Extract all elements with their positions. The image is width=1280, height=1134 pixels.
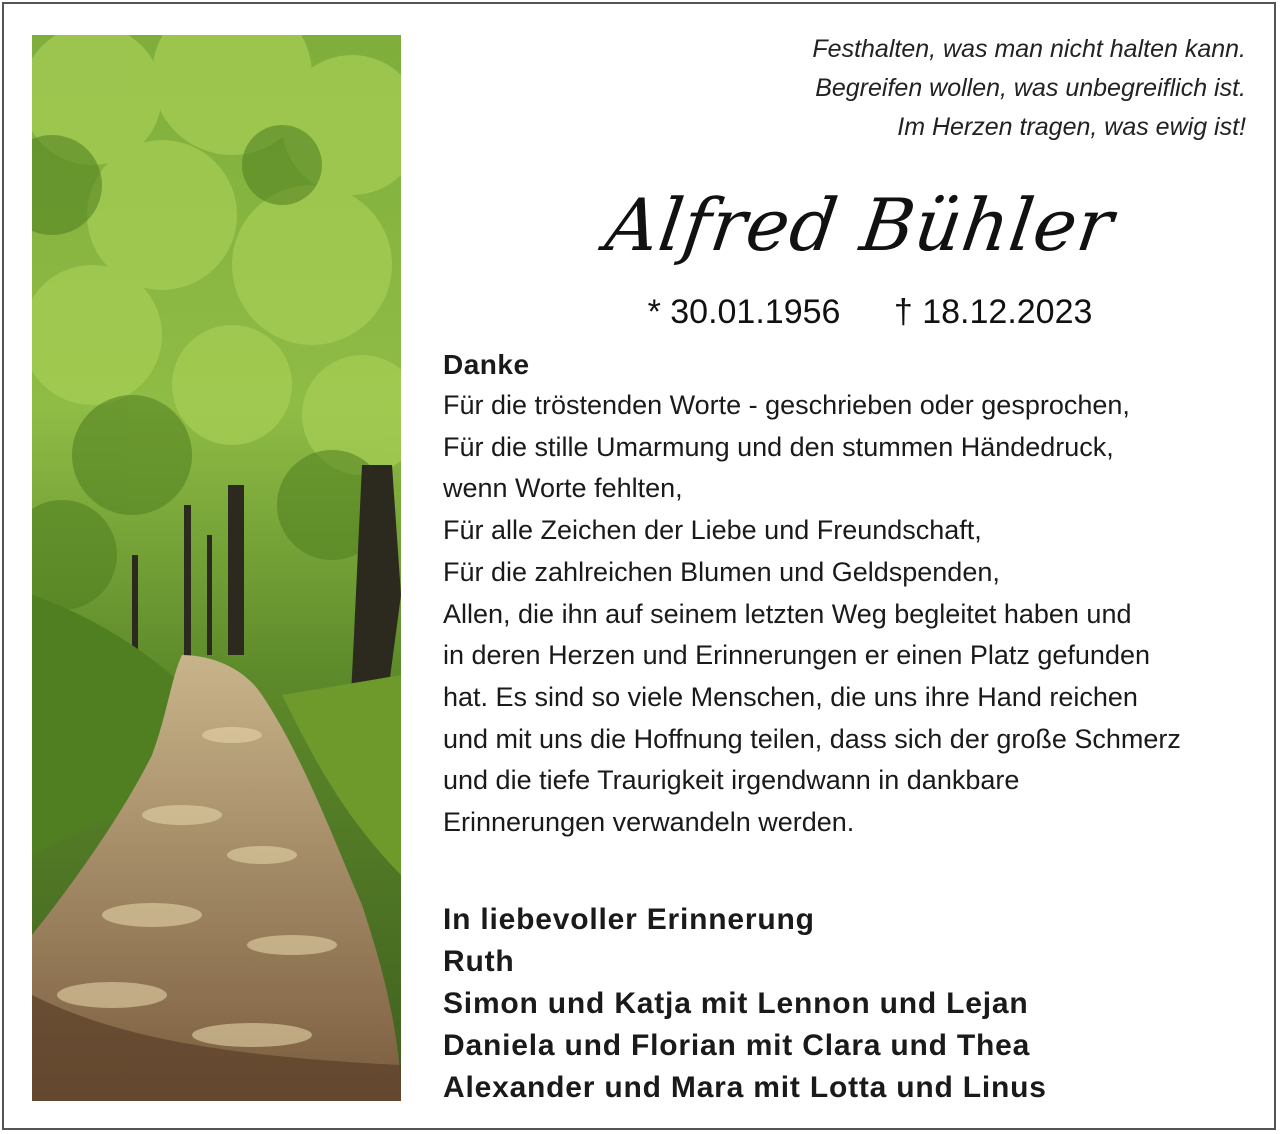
thanks-line: und mit uns die Hoffnung teilen, dass sich der große Schmerz xyxy=(443,723,1181,754)
thanks-line: wenn Worte fehlten, xyxy=(443,473,683,504)
thanks-line: Für alle Zeichen der Liebe und Freundschaft, xyxy=(443,515,982,546)
deceased-name: Alfred Bühler xyxy=(600,183,1120,267)
thanks-line: Allen, die ihn auf seinem letzten Weg begleitet haben und xyxy=(443,598,1132,629)
thanks-line: Für die zahlreichen Blumen und Geldspenden, xyxy=(443,556,1000,587)
signoff-line: Ruth xyxy=(443,945,515,978)
thanks-line: in deren Herzen und Erinnerungen er einen Platz gefunden xyxy=(443,640,1150,671)
thanks-line: Erinnerungen verwandeln werden. xyxy=(443,807,855,838)
life-dates xyxy=(600,290,1140,334)
quote-line: Im Herzen tragen, was ewig ist! xyxy=(897,113,1246,141)
thanks-text xyxy=(443,345,1263,844)
thanks-line: hat. Es sind so viele Menschen, die uns ihre Hand reichen xyxy=(443,681,1138,712)
quote-line: Begreifen wollen, was unbegreiflich ist. xyxy=(815,74,1246,102)
thanks-heading: Danke xyxy=(443,349,530,380)
thanks-line: und die tiefe Traurigkeit irgendwann in dankbare xyxy=(443,765,1020,796)
signoff-line: Simon und Katja mit Lennon und Lejan xyxy=(443,987,1029,1020)
forest-path-photo xyxy=(32,35,401,1101)
quote-line: Festhalten, was man nicht halten kann. xyxy=(812,35,1246,63)
signoff-line: Alexander und Mara mit Lotta und Linus xyxy=(443,1071,1047,1104)
thanks-line: Für die tröstenden Worte - geschrieben oder gesprochen, xyxy=(443,390,1130,420)
memorial-quote xyxy=(546,30,1246,147)
signoff-line: Daniela und Florian mit Clara und Thea xyxy=(443,1029,1031,1062)
signoff-line: In liebevoller Erinnerung xyxy=(443,903,815,936)
thanks-line: Für die stille Umarmung und den stummen Händedruck, xyxy=(443,431,1114,462)
birth-date: * 30.01.1956 xyxy=(647,293,841,331)
death-date: † 18.12.2023 xyxy=(893,293,1093,331)
family-signoff xyxy=(443,899,1263,1109)
